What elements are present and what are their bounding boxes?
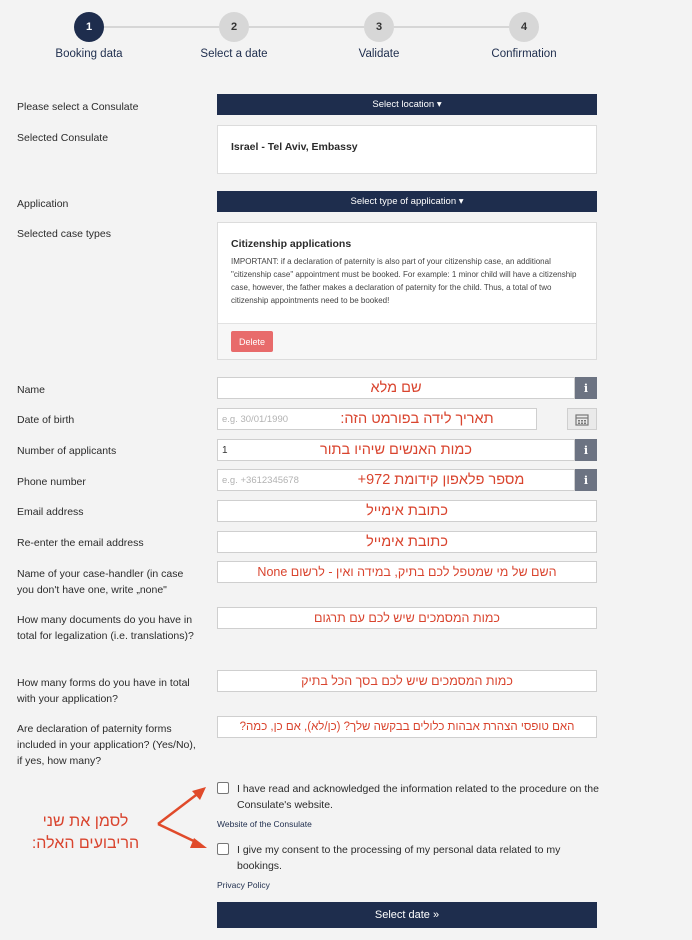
step-2-label: Select a date bbox=[200, 48, 268, 60]
applicants-value: 1 bbox=[222, 444, 228, 456]
card-footer bbox=[218, 324, 596, 359]
email-confirm-annotation: כתובת אימייל bbox=[366, 534, 448, 550]
phone-input[interactable] bbox=[217, 469, 575, 491]
name-annotation: שם מלא bbox=[370, 380, 422, 396]
selected-consulate-value: Israel - Tel Aviv, Embassy bbox=[231, 141, 358, 153]
step-4-label: Confirmation bbox=[491, 48, 557, 60]
case-type-card bbox=[217, 222, 597, 360]
dob-input[interactable] bbox=[217, 408, 537, 430]
email-label: Email address bbox=[17, 506, 84, 518]
step-2-circle[interactable]: 2 bbox=[219, 12, 249, 42]
case-handler-input[interactable] bbox=[217, 561, 597, 583]
dob-placeholder: e.g. 30/01/1990 bbox=[222, 413, 289, 425]
case-handler-annotation: השם של מי שמטפל לכם בתיק, במידה ואין - לרשום None bbox=[257, 565, 557, 579]
procedure-acknowledge-text: I have read and acknowledged the information related to the procedure on the Consulate's website. bbox=[237, 783, 599, 811]
selected-case-types-label: Selected case types bbox=[17, 228, 111, 240]
select-application-type-button[interactable]: Select type of application ▾ bbox=[217, 191, 597, 212]
applicants-annotation: כמות האנשים שיהיו בתור bbox=[320, 442, 472, 458]
step-connector bbox=[249, 26, 364, 28]
privacy-policy-link[interactable]: Privacy Policy bbox=[217, 880, 270, 890]
case-title: Citizenship applications bbox=[231, 238, 352, 250]
step-connector bbox=[104, 26, 219, 28]
name-label: Name bbox=[17, 384, 46, 396]
calendar-icon[interactable] bbox=[567, 408, 597, 430]
select-date-button[interactable]: Select date » bbox=[217, 902, 597, 928]
step-3-circle[interactable]: 3 bbox=[364, 12, 394, 42]
forms-label: How many forms do you have in total with your application? bbox=[17, 677, 190, 705]
phone-placeholder: e.g. +3612345678 bbox=[222, 474, 299, 486]
email-input[interactable] bbox=[217, 500, 597, 522]
step-1-label: Booking data bbox=[55, 48, 123, 60]
delete-button[interactable]: Delete bbox=[231, 331, 273, 352]
phone-annotation: מספר פלאפון קידומת 972+ bbox=[357, 472, 525, 488]
select-location-button[interactable]: Select location ▾ bbox=[217, 94, 597, 115]
applicants-label: Number of applicants bbox=[17, 445, 117, 457]
checkbox-annotation: לסמן את שני הריבועים האלה: bbox=[31, 813, 140, 852]
info-icon[interactable]: i bbox=[575, 377, 597, 399]
consulate-website-link[interactable]: Website of the Consulate bbox=[217, 819, 312, 829]
procedure-acknowledge-checkbox[interactable] bbox=[217, 782, 229, 794]
dob-label: Date of birth bbox=[17, 414, 75, 426]
case-handler-label: Name of your case-handler (in case you don't have one, write „none" bbox=[17, 568, 184, 596]
data-consent-text: I give my consent to the processing of my personal data related to my bookings. bbox=[237, 844, 561, 872]
documents-label: How many documents do you have in total for legalization (i.e. translations)? bbox=[17, 614, 194, 642]
phone-label: Phone number bbox=[17, 476, 86, 488]
email-confirm-label: Re-enter the email address bbox=[17, 537, 144, 549]
consulate-label: Please select a Consulate bbox=[17, 101, 139, 113]
dob-annotation: תאריך לידה בפורמט הזה: bbox=[340, 411, 494, 427]
documents-input[interactable] bbox=[217, 607, 597, 629]
forms-input[interactable] bbox=[217, 670, 597, 692]
calendar-icon-graphic bbox=[575, 413, 589, 426]
case-description: IMPORTANT: if a declaration of paternity is also part of your citizenship case, an additional "citizenship case" appointment must be booked. For example: 1 minor child will have a citizenship case, however, the father makes a declaration of paternity for the child. Thus, a total of two citizenship appointments need to be booked! bbox=[231, 257, 577, 305]
data-consent-checkbox[interactable] bbox=[217, 843, 229, 855]
email-confirm-input[interactable] bbox=[217, 531, 597, 553]
application-label: Application bbox=[17, 198, 69, 210]
applicants-input[interactable] bbox=[217, 439, 575, 461]
info-icon[interactable]: i bbox=[575, 469, 597, 491]
arrow-icon bbox=[150, 780, 210, 855]
paternity-label: Are declaration of paternity forms included in your application? (Yes/No), if yes, how many? bbox=[17, 723, 196, 767]
step-4-circle[interactable]: 4 bbox=[509, 12, 539, 42]
name-input[interactable] bbox=[217, 377, 575, 399]
step-1-circle[interactable]: 1 bbox=[74, 12, 104, 42]
step-3-label: Validate bbox=[358, 48, 400, 60]
documents-annotation: כמות המסמכים שיש לכם עם תרגום bbox=[314, 611, 500, 625]
step-connector bbox=[394, 26, 509, 28]
selected-consulate-box bbox=[217, 125, 597, 174]
selected-consulate-label: Selected Consulate bbox=[17, 132, 109, 144]
forms-annotation: כמות המסמכים שיש לכם בסך הכל בתיק bbox=[301, 674, 513, 688]
paternity-input[interactable] bbox=[217, 716, 597, 738]
paternity-annotation: האם טופסי הצהרת אבהות כלולים בבקשה שלך? (כן/לא), אם כן, כמה? bbox=[239, 721, 575, 733]
info-icon[interactable]: i bbox=[575, 439, 597, 461]
email-annotation: כתובת אימייל bbox=[366, 503, 448, 519]
